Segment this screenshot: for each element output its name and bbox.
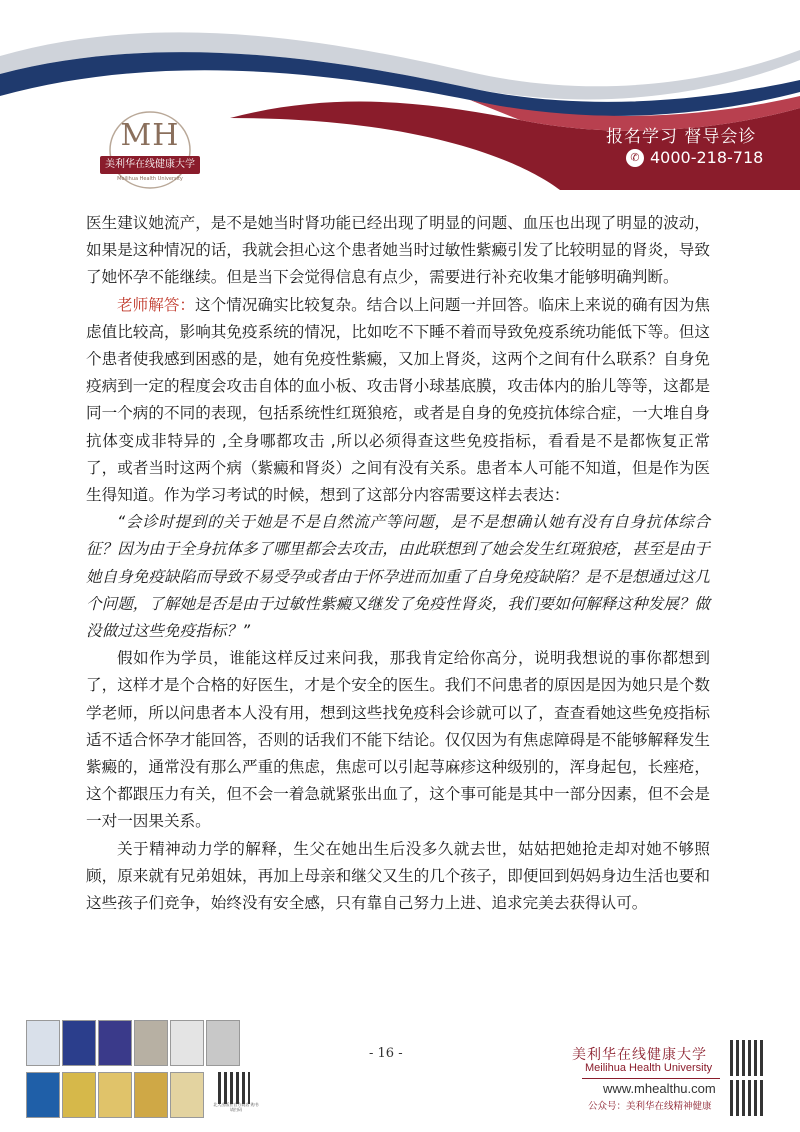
footer-university-cn: 美利华在线健康大学	[572, 1047, 707, 1063]
book-cover	[62, 1072, 96, 1118]
book-cover	[170, 1020, 204, 1066]
footer-website-link[interactable]: www.mhealthu.com	[603, 1081, 716, 1096]
book-cover	[206, 1020, 240, 1066]
book-cover	[134, 1020, 168, 1066]
logo-mh-text: MH	[120, 118, 180, 153]
book-cover	[62, 1020, 96, 1066]
book-cover	[26, 1072, 60, 1118]
qr-code-icon[interactable]	[730, 1040, 766, 1076]
page-number: - 16 -	[369, 1046, 403, 1061]
book-cover	[26, 1020, 60, 1066]
footer-wechat: 公众号：美利华在线精神健康	[588, 1101, 712, 1112]
book-qr-caption: 北大出版社官方商店 购书请扫码	[213, 1102, 259, 1112]
header-slogan: 报名学习 督导会诊	[606, 127, 757, 147]
mh-logo	[96, 108, 204, 196]
header-phone[interactable]	[626, 148, 763, 167]
book-cover	[98, 1020, 132, 1066]
phone-number: 4000-218-718	[650, 148, 764, 167]
paragraph-4: 关于精神动力学的解释，生父在她出生后没多久就去世，姑姑把她抢走却对她不够照顾，原来就有兄弟姐妹，再加上母亲和继父又生的几个孩子，即便回到妈妈身边生活也要和这些孩子们竞争，始终没有安全感，只有靠自己努力上进、追求完美去获得认可。	[86, 839, 710, 913]
article-body	[86, 210, 710, 917]
book-cover	[134, 1072, 168, 1118]
teacher-answer-text: 这个情况确实比较复杂。结合以上问题一并回答。临床上来说的确有因为焦虑值比较高，影响其免疫系统的情况，比如吃不下睡不着而导致免疫系统功能低下等。但这个患者使我感到困惑的是，她有免疫性紫癜，又加上肾炎，这两个之间有什么联系？自身免疫病到一定的程度会攻击自体的血小板、攻击肾小球基底膜，攻击体内的胎儿等等，这都是同一个病的不同的表现，包括系统性红斑狼疮，或者是自身的免疫抗体综合症，一大堆自身抗体变成非特异的 ,全身哪都攻击 ,所以必须得查这些免疫指标，看看是不是都恢复正常了，或者当时这两个病（紫癜和肾炎）之间有没有关系。患者本人可能不知道，但是作为医生得知道。作为学习考试的时候，想到了这部分内容需要这样去表达：	[86, 295, 710, 505]
teacher-answer-label: 老师解答：	[117, 295, 196, 314]
footer-university-en: Meilihua Health University	[585, 1062, 713, 1074]
phone-icon: ✆	[626, 149, 644, 167]
paragraph-1: 医生建议她流产，是不是她当时肾功能已经出现了明显的问题、血压也出现了明显的波动，如果是这种情况的话，我就会担心这个患者她当时过敏性紫癜引发了比较明显的肾炎，导致了她怀孕不能继续。但是当下会觉得信息有点少，需要进行补充收集才能够明确判断。	[86, 214, 710, 287]
footer-divider	[582, 1078, 720, 1079]
book-cover	[98, 1072, 132, 1118]
logo-subtitle: Meilihua Health University	[117, 176, 183, 182]
paragraph-3: 假如作为学员，谁能这样反过来问我，那我肯定给你高分，说明我想说的事你都想到了，这样才是个合格的好医生，才是个安全的医生。我们不问患者的原因是因为她只是个数学老师，所以问患者本人没有用，想到这些找免疫科会诊就可以了，查查看她这些免疫指标适不适合怀孕才能回答，否则的话我们不能下结论。仅仅因为有焦虑障碍是不能够解释发生紫癜的，通常没有那么严重的焦虑，焦虑可以引起荨麻疹这种级别的，浑身起包，长痤疮，这个都跟压力有关，但不会一着急就紧张出血了，这个事可能是其中一部分因素，但不会是一对一因果关系。	[86, 649, 710, 831]
logo-ribbon: 美利华在线健康大学	[100, 156, 200, 174]
qr-code-icon[interactable]	[730, 1080, 766, 1116]
book-cover	[170, 1072, 204, 1118]
qr-code-icon[interactable]	[218, 1072, 250, 1104]
paragraph-teacher-answer	[86, 292, 710, 510]
book-promo[interactable]	[22, 1020, 259, 1120]
quote-paragraph: “会诊时提到的关于她是不是自然流产等问题，是不是想确认她有没有自身抗体综合征？因为由于全身抗体多了哪里都会去攻击，由此联想到了她会发生红斑狼疮，甚至是由于她自身免疫缺陷而导致不易受孕或者由于怀孕进而加重了自身免疫缺陷？是不是想通过这几个问题，了解她是否是由于过敏性紫癜又继发了免疫性肾炎，我们要如何解释这种发展？做没做过这些免疫指标？”	[86, 513, 710, 641]
